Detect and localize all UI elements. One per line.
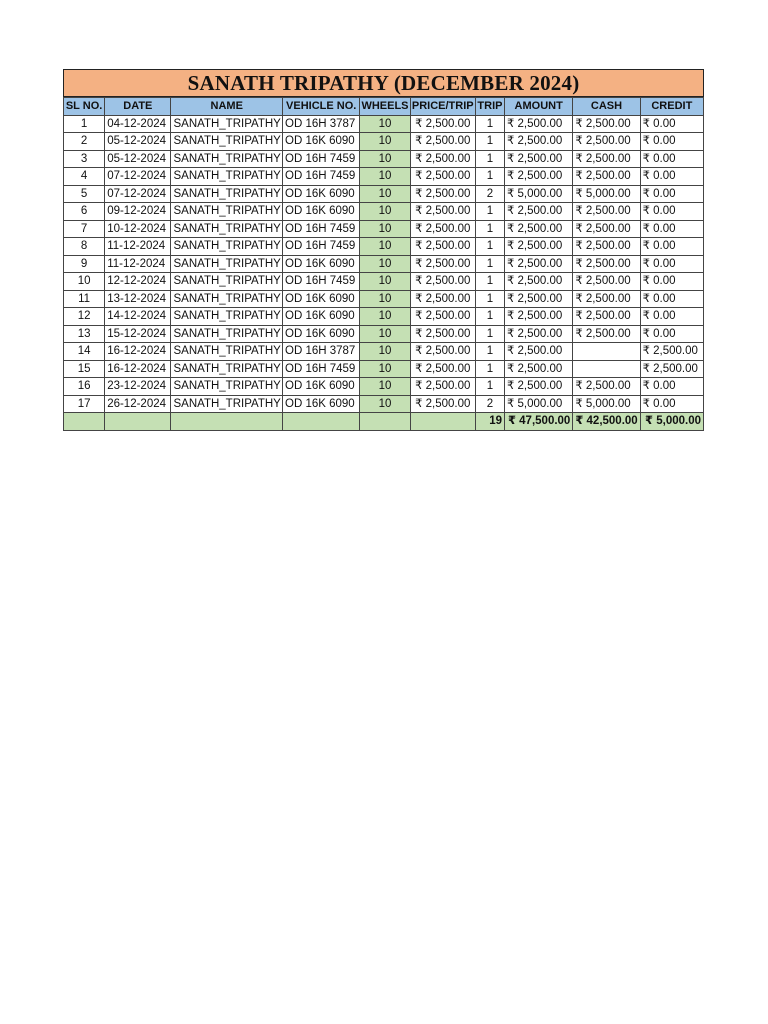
name-cell: SANATH_TRIPATHY: [171, 325, 283, 343]
cash-cell: ₹ 2,500.00: [573, 203, 640, 221]
trip-cell: 1: [475, 308, 504, 326]
amount-cell: ₹ 2,500.00: [505, 290, 573, 308]
date-cell: 04-12-2024: [105, 115, 171, 133]
price-per-trip-cell: ₹ 2,500.00: [410, 238, 475, 256]
table-row: [64, 395, 704, 413]
table-row: [64, 378, 704, 396]
total-cell: [283, 413, 360, 431]
vehicle-no-cell: OD 16K 6090: [283, 255, 360, 273]
vehicle-no-cell: OD 16K 6090: [283, 133, 360, 151]
name-cell: SANATH_TRIPATHY: [171, 255, 283, 273]
date-cell: 07-12-2024: [105, 185, 171, 203]
wheels-cell: 10: [360, 273, 410, 291]
table-row: [64, 220, 704, 238]
credit-cell: ₹ 0.00: [640, 395, 703, 413]
sl-no-cell: 10: [64, 273, 105, 291]
trip-table: [63, 97, 704, 431]
name-cell: SANATH_TRIPATHY: [171, 238, 283, 256]
price-per-trip-cell: ₹ 2,500.00: [410, 395, 475, 413]
trip-cell: 1: [475, 378, 504, 396]
credit-cell: ₹ 0.00: [640, 115, 703, 133]
wheels-cell: 10: [360, 133, 410, 151]
date-cell: 23-12-2024: [105, 378, 171, 396]
cash-cell: ₹ 2,500.00: [573, 255, 640, 273]
trip-cell: 1: [475, 168, 504, 186]
name-cell: SANATH_TRIPATHY: [171, 290, 283, 308]
name-cell: SANATH_TRIPATHY: [171, 308, 283, 326]
price-per-trip-cell: ₹ 2,500.00: [410, 203, 475, 221]
vehicle-no-cell: OD 16H 3787: [283, 115, 360, 133]
amount-cell: ₹ 2,500.00: [505, 220, 573, 238]
table-row: [64, 150, 704, 168]
header-cash: CASH: [573, 98, 640, 116]
credit-cell: ₹ 2,500.00: [640, 360, 703, 378]
name-cell: SANATH_TRIPATHY: [171, 133, 283, 151]
amount-cell: ₹ 2,500.00: [505, 360, 573, 378]
wheels-cell: 10: [360, 360, 410, 378]
table-row: [64, 343, 704, 361]
credit-cell: ₹ 0.00: [640, 150, 703, 168]
table-row: [64, 133, 704, 151]
cash-cell: ₹ 2,500.00: [573, 378, 640, 396]
wheels-cell: 10: [360, 203, 410, 221]
amount-cell: ₹ 2,500.00: [505, 255, 573, 273]
cash-cell: ₹ 2,500.00: [573, 290, 640, 308]
price-per-trip-cell: ₹ 2,500.00: [410, 255, 475, 273]
amount-cell: ₹ 5,000.00: [505, 185, 573, 203]
cash-cell: ₹ 2,500.00: [573, 325, 640, 343]
sl-no-cell: 2: [64, 133, 105, 151]
price-per-trip-cell: ₹ 2,500.00: [410, 273, 475, 291]
price-per-trip-cell: ₹ 2,500.00: [410, 133, 475, 151]
trip-cell: 1: [475, 220, 504, 238]
wheels-cell: 10: [360, 290, 410, 308]
header-sl-no: SL NO.: [64, 98, 105, 116]
header-date: DATE: [105, 98, 171, 116]
trip-cell: 1: [475, 273, 504, 291]
header-vehicle-no: VEHICLE NO.: [283, 98, 360, 116]
vehicle-no-cell: OD 16K 6090: [283, 378, 360, 396]
cash-cell: ₹ 2,500.00: [573, 133, 640, 151]
sl-no-cell: 9: [64, 255, 105, 273]
price-per-trip-cell: ₹ 2,500.00: [410, 185, 475, 203]
sheet-title: SANATH TRIPATHY (DECEMBER 2024): [63, 69, 704, 97]
sl-no-cell: 4: [64, 168, 105, 186]
wheels-cell: 10: [360, 325, 410, 343]
total-cell: [105, 413, 171, 431]
cash-cell: ₹ 2,500.00: [573, 308, 640, 326]
date-cell: 15-12-2024: [105, 325, 171, 343]
credit-cell: ₹ 0.00: [640, 308, 703, 326]
credit-cell: ₹ 0.00: [640, 203, 703, 221]
vehicle-no-cell: OD 16H 7459: [283, 168, 360, 186]
sl-no-cell: 3: [64, 150, 105, 168]
credit-cell: ₹ 0.00: [640, 290, 703, 308]
table-row: [64, 168, 704, 186]
name-cell: SANATH_TRIPATHY: [171, 395, 283, 413]
sl-no-cell: 8: [64, 238, 105, 256]
date-cell: 10-12-2024: [105, 220, 171, 238]
credit-cell: ₹ 0.00: [640, 255, 703, 273]
table-row: [64, 325, 704, 343]
vehicle-no-cell: OD 16H 7459: [283, 220, 360, 238]
amount-cell: ₹ 2,500.00: [505, 325, 573, 343]
wheels-cell: 10: [360, 378, 410, 396]
name-cell: SANATH_TRIPATHY: [171, 203, 283, 221]
credit-cell: ₹ 0.00: [640, 133, 703, 151]
cash-cell: ₹ 5,000.00: [573, 185, 640, 203]
table-row: [64, 203, 704, 221]
credit-cell: ₹ 0.00: [640, 185, 703, 203]
vehicle-no-cell: OD 16H 7459: [283, 150, 360, 168]
credit-cell: ₹ 0.00: [640, 273, 703, 291]
header-row: [64, 98, 704, 116]
table-body: [64, 115, 704, 413]
credit-cell: ₹ 0.00: [640, 220, 703, 238]
trip-cell: 1: [475, 360, 504, 378]
cash-cell: ₹ 2,500.00: [573, 150, 640, 168]
table-row: [64, 308, 704, 326]
sl-no-cell: 11: [64, 290, 105, 308]
vehicle-no-cell: OD 16K 6090: [283, 308, 360, 326]
cash-cell: [573, 360, 640, 378]
amount-cell: ₹ 2,500.00: [505, 203, 573, 221]
price-per-trip-cell: ₹ 2,500.00: [410, 150, 475, 168]
price-per-trip-cell: ₹ 2,500.00: [410, 168, 475, 186]
name-cell: SANATH_TRIPATHY: [171, 115, 283, 133]
table-row: [64, 273, 704, 291]
credit-cell: ₹ 0.00: [640, 238, 703, 256]
header-trip: TRIP: [475, 98, 504, 116]
vehicle-no-cell: OD 16K 6090: [283, 203, 360, 221]
cash-cell: ₹ 5,000.00: [573, 395, 640, 413]
vehicle-no-cell: OD 16K 6090: [283, 185, 360, 203]
vehicle-no-cell: OD 16H 7459: [283, 360, 360, 378]
trip-cell: 1: [475, 115, 504, 133]
price-per-trip-cell: ₹ 2,500.00: [410, 290, 475, 308]
total-cash: ₹ 42,500.00: [573, 413, 640, 431]
trip-cell: 2: [475, 395, 504, 413]
total-cell: [410, 413, 475, 431]
vehicle-no-cell: OD 16H 7459: [283, 238, 360, 256]
amount-cell: ₹ 2,500.00: [505, 378, 573, 396]
vehicle-no-cell: OD 16H 7459: [283, 273, 360, 291]
table-row: [64, 115, 704, 133]
cash-cell: ₹ 2,500.00: [573, 238, 640, 256]
total-cell: [360, 413, 410, 431]
spreadsheet: [63, 69, 704, 431]
cash-cell: ₹ 2,500.00: [573, 273, 640, 291]
wheels-cell: 10: [360, 395, 410, 413]
name-cell: SANATH_TRIPATHY: [171, 185, 283, 203]
vehicle-no-cell: OD 16K 6090: [283, 290, 360, 308]
table-row: [64, 238, 704, 256]
price-per-trip-cell: ₹ 2,500.00: [410, 325, 475, 343]
wheels-cell: 10: [360, 238, 410, 256]
date-cell: 11-12-2024: [105, 238, 171, 256]
table-row: [64, 360, 704, 378]
sl-no-cell: 6: [64, 203, 105, 221]
trip-cell: 1: [475, 290, 504, 308]
date-cell: 07-12-2024: [105, 168, 171, 186]
trip-cell: 1: [475, 255, 504, 273]
vehicle-no-cell: OD 16K 6090: [283, 395, 360, 413]
name-cell: SANATH_TRIPATHY: [171, 343, 283, 361]
name-cell: SANATH_TRIPATHY: [171, 378, 283, 396]
header-amount: AMOUNT: [505, 98, 573, 116]
date-cell: 16-12-2024: [105, 343, 171, 361]
wheels-cell: 10: [360, 308, 410, 326]
amount-cell: ₹ 2,500.00: [505, 308, 573, 326]
amount-cell: ₹ 2,500.00: [505, 273, 573, 291]
table-row: [64, 255, 704, 273]
trip-cell: 1: [475, 203, 504, 221]
trip-cell: 1: [475, 325, 504, 343]
sl-no-cell: 12: [64, 308, 105, 326]
sl-no-cell: 5: [64, 185, 105, 203]
date-cell: 14-12-2024: [105, 308, 171, 326]
sl-no-cell: 14: [64, 343, 105, 361]
amount-cell: ₹ 2,500.00: [505, 150, 573, 168]
sl-no-cell: 1: [64, 115, 105, 133]
date-cell: 26-12-2024: [105, 395, 171, 413]
credit-cell: ₹ 2,500.00: [640, 343, 703, 361]
total-cell: [171, 413, 283, 431]
amount-cell: ₹ 2,500.00: [505, 343, 573, 361]
totals-row: [64, 413, 704, 431]
wheels-cell: 10: [360, 185, 410, 203]
sl-no-cell: 16: [64, 378, 105, 396]
header-name: NAME: [171, 98, 283, 116]
name-cell: SANATH_TRIPATHY: [171, 220, 283, 238]
cash-cell: ₹ 2,500.00: [573, 115, 640, 133]
price-per-trip-cell: ₹ 2,500.00: [410, 220, 475, 238]
total-amount: ₹ 47,500.00: [505, 413, 573, 431]
wheels-cell: 10: [360, 115, 410, 133]
header-credit: CREDIT: [640, 98, 703, 116]
date-cell: 11-12-2024: [105, 255, 171, 273]
total-credit: ₹ 5,000.00: [640, 413, 703, 431]
sl-no-cell: 17: [64, 395, 105, 413]
name-cell: SANATH_TRIPATHY: [171, 273, 283, 291]
amount-cell: ₹ 2,500.00: [505, 133, 573, 151]
wheels-cell: 10: [360, 343, 410, 361]
amount-cell: ₹ 2,500.00: [505, 238, 573, 256]
name-cell: SANATH_TRIPATHY: [171, 168, 283, 186]
total-trips: 19: [475, 413, 504, 431]
amount-cell: ₹ 2,500.00: [505, 168, 573, 186]
wheels-cell: 10: [360, 150, 410, 168]
date-cell: 09-12-2024: [105, 203, 171, 221]
wheels-cell: 10: [360, 220, 410, 238]
sl-no-cell: 15: [64, 360, 105, 378]
cash-cell: ₹ 2,500.00: [573, 168, 640, 186]
name-cell: SANATH_TRIPATHY: [171, 150, 283, 168]
price-per-trip-cell: ₹ 2,500.00: [410, 360, 475, 378]
table-row: [64, 290, 704, 308]
name-cell: SANATH_TRIPATHY: [171, 360, 283, 378]
date-cell: 12-12-2024: [105, 273, 171, 291]
trip-cell: 1: [475, 238, 504, 256]
trip-cell: 1: [475, 343, 504, 361]
trip-cell: 1: [475, 150, 504, 168]
sl-no-cell: 7: [64, 220, 105, 238]
price-per-trip-cell: ₹ 2,500.00: [410, 378, 475, 396]
date-cell: 16-12-2024: [105, 360, 171, 378]
cash-cell: [573, 343, 640, 361]
sl-no-cell: 13: [64, 325, 105, 343]
price-per-trip-cell: ₹ 2,500.00: [410, 115, 475, 133]
header-price-per-trip: PRICE/TRIP: [410, 98, 475, 116]
vehicle-no-cell: OD 16H 3787: [283, 343, 360, 361]
date-cell: 13-12-2024: [105, 290, 171, 308]
header-wheels: WHEELS: [360, 98, 410, 116]
date-cell: 05-12-2024: [105, 133, 171, 151]
table-row: [64, 185, 704, 203]
wheels-cell: 10: [360, 168, 410, 186]
trip-cell: 2: [475, 185, 504, 203]
price-per-trip-cell: ₹ 2,500.00: [410, 308, 475, 326]
price-per-trip-cell: ₹ 2,500.00: [410, 343, 475, 361]
amount-cell: ₹ 2,500.00: [505, 115, 573, 133]
date-cell: 05-12-2024: [105, 150, 171, 168]
trip-cell: 1: [475, 133, 504, 151]
credit-cell: ₹ 0.00: [640, 325, 703, 343]
cash-cell: ₹ 2,500.00: [573, 220, 640, 238]
credit-cell: ₹ 0.00: [640, 168, 703, 186]
credit-cell: ₹ 0.00: [640, 378, 703, 396]
wheels-cell: 10: [360, 255, 410, 273]
vehicle-no-cell: OD 16K 6090: [283, 325, 360, 343]
amount-cell: ₹ 5,000.00: [505, 395, 573, 413]
total-cell: [64, 413, 105, 431]
